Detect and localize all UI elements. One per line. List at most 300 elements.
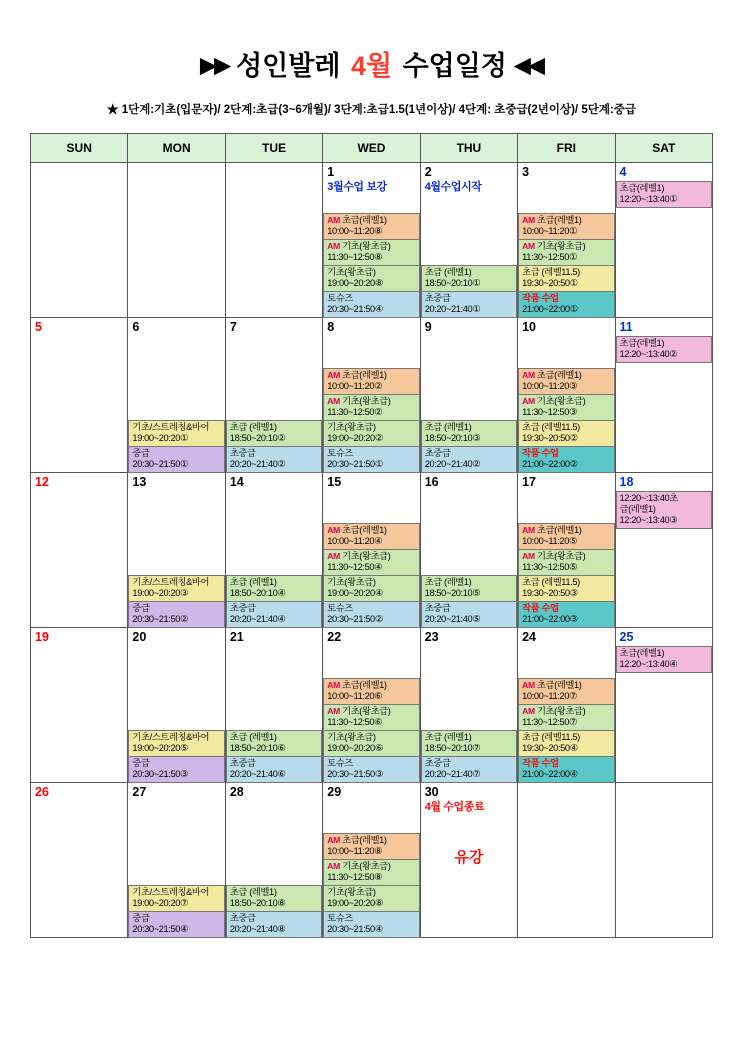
class-time: 19:00~20:20⑦ (132, 898, 188, 909)
class-name: 초급 (레벨11.5) (522, 577, 580, 588)
class-time: 20:30~21:50① (327, 459, 383, 470)
class-slot[interactable] (128, 446, 224, 473)
class-slot[interactable] (226, 885, 322, 912)
class-time: 19:30~20:50① (522, 278, 578, 289)
class-slot[interactable] (323, 601, 419, 628)
day-number: 14 (229, 475, 244, 489)
class-name: 초급 (레벨11.5) (522, 732, 580, 743)
class-time: 11:30~12:50⑥ (327, 717, 383, 728)
class-time: 11:30~12:50① (522, 252, 577, 263)
class-slot[interactable] (421, 420, 517, 447)
class-slot-list (616, 336, 712, 362)
class-time: 20:20~21:40⑧ (229, 924, 286, 935)
class-slot[interactable] (128, 420, 224, 447)
calendar-day-cell[interactable] (518, 163, 615, 318)
class-time: 20:20~21:40④ (229, 614, 286, 625)
class-slot-list (128, 885, 224, 937)
class-slot[interactable] (323, 549, 419, 576)
class-slot[interactable] (323, 704, 419, 731)
class-slot[interactable] (128, 575, 224, 602)
class-name: 토슈즈 (327, 603, 354, 614)
class-time: 18:50~20:10⑧ (229, 898, 286, 909)
am-marker: AM (327, 215, 343, 226)
day-number (31, 163, 127, 181)
class-time: 20:30~21:50① (132, 459, 188, 470)
class-time: 19:30~20:50③ (522, 588, 578, 599)
calendar-day-cell[interactable] (420, 783, 517, 938)
class-name: 기초(왕초급) (327, 887, 376, 898)
calendar-day-cell[interactable] (128, 783, 225, 938)
class-name: 중급 (132, 758, 150, 769)
am-marker: AM (522, 396, 537, 407)
class-time: 11:30~12:50② (327, 407, 383, 418)
class-name: 기초(왕초급) (536, 396, 586, 407)
class-name: 기초(왕초급) (327, 267, 376, 278)
class-slot-list (616, 181, 712, 207)
calendar-day-cell[interactable] (420, 628, 517, 783)
class-name: 토슈즈 (327, 448, 354, 459)
weekday-header-wed: WED (323, 134, 420, 163)
class-time: 19:00~20:20⑧ (327, 898, 383, 909)
class-time: 18:50~20:10① (424, 278, 481, 289)
weekday-header-thu: THU (420, 134, 517, 163)
day-note: 4월 수업종료 (424, 801, 485, 813)
class-name: 토슈즈 (327, 913, 354, 924)
class-name: 초급 (레벨1) (424, 422, 472, 433)
am-marker: AM (327, 525, 343, 536)
class-slot[interactable] (226, 756, 322, 783)
class-name: 중급 (132, 603, 150, 614)
calendar-week-row (31, 473, 713, 628)
class-name: 초급 (레벨1) (424, 577, 472, 588)
class-slot[interactable] (226, 446, 322, 473)
class-time: 19:00~20:20① (132, 433, 188, 444)
calendar-day-cell[interactable] (518, 318, 615, 473)
class-slot[interactable] (421, 756, 517, 783)
calendar-day-cell[interactable] (128, 628, 225, 783)
class-slot[interactable] (616, 336, 712, 363)
am-marker: AM (327, 861, 343, 872)
class-name: 초급 (레벨1) (229, 577, 277, 588)
class-name: 기초(왕초급) (536, 706, 586, 717)
class-slot-list (421, 730, 517, 782)
day-number: 11 (619, 320, 633, 334)
class-slot[interactable] (323, 394, 419, 421)
calendar-day-cell[interactable] (225, 473, 322, 628)
page-title (30, 0, 713, 83)
day-number: 16 (424, 475, 439, 489)
class-name: 초급 (레벨1) (229, 887, 277, 898)
class-slot[interactable] (518, 394, 614, 421)
class-name: 기초(왕초급) (342, 551, 391, 562)
class-slot[interactable] (323, 575, 419, 602)
class-name: 작품 수업 (522, 603, 559, 614)
class-time: 19:00~20:20⑥ (327, 743, 383, 754)
class-slot[interactable] (323, 239, 419, 266)
day-number (128, 163, 224, 181)
class-name: 초급(레벨1) (536, 370, 582, 381)
class-time: 11:30~12:50⑤ (522, 562, 577, 573)
class-name: 초급(레벨1) (536, 680, 582, 691)
class-slot-list (226, 885, 322, 937)
calendar-day-cell[interactable] (128, 473, 225, 628)
class-slot[interactable] (323, 885, 419, 912)
class-time: 20:20~21:40② (424, 459, 481, 470)
class-name: 초급 (레벨11.5) (522, 422, 580, 433)
class-name: 초급(레벨1) (536, 525, 582, 536)
class-slot[interactable] (128, 601, 224, 628)
calendar-day-cell[interactable] (128, 163, 225, 318)
class-slot[interactable] (616, 646, 712, 673)
class-slot[interactable] (128, 911, 224, 938)
class-slot[interactable] (518, 265, 614, 292)
day-center-note: 유강 (454, 849, 484, 867)
class-name: 초급(레벨1) (536, 215, 582, 226)
class-name: 초급 (레벨1) (424, 732, 472, 743)
title-main-text: 성인발레 (236, 51, 341, 81)
calendar-day-cell[interactable] (420, 473, 517, 628)
class-time: 12:20~:13:40① (619, 193, 678, 204)
calendar-day-cell[interactable] (323, 628, 420, 783)
class-time: 10:00~11:20⑧ (327, 226, 383, 237)
class-slot[interactable] (518, 704, 614, 731)
class-time: 10:00~11:20⑧ (327, 846, 383, 857)
am-marker: AM (522, 551, 537, 562)
title-right-arrows: ◀◀ (514, 54, 543, 77)
class-name: 초중급 (424, 448, 451, 459)
class-slot-list (128, 730, 224, 782)
am-marker: AM (327, 370, 343, 381)
class-slot[interactable] (421, 601, 517, 628)
calendar-day-cell[interactable] (615, 783, 712, 938)
class-slot[interactable] (128, 730, 224, 757)
calendar-day-cell[interactable] (225, 628, 322, 783)
class-slot[interactable] (421, 575, 517, 602)
class-time: 10:00~11:20④ (327, 536, 383, 547)
class-time: 12:20~:13:40④ (619, 658, 678, 669)
am-marker: AM (327, 706, 343, 717)
class-time: 10:00~11:20⑤ (522, 536, 577, 547)
class-name: 초급(레벨1) (342, 835, 387, 846)
class-slot[interactable] (616, 491, 712, 529)
class-slot-list (323, 213, 419, 317)
weekday-header-mon: MON (128, 134, 225, 163)
calendar-week-row (31, 163, 713, 318)
calendar-day-cell[interactable] (615, 628, 712, 783)
day-number: 3 (522, 165, 530, 179)
class-time-extra: 12:20~:13:40③ (619, 514, 678, 525)
class-slot[interactable] (323, 859, 419, 886)
class-slot[interactable] (323, 678, 419, 705)
class-name: 작품 수업 (522, 293, 559, 304)
class-name: 초급(레벨1) (619, 648, 665, 658)
class-slot[interactable] (226, 730, 322, 757)
calendar-day-cell[interactable] (323, 473, 420, 628)
class-time: 20:30~21:50③ (132, 769, 188, 780)
class-name: 중급 (132, 913, 150, 924)
class-slot[interactable] (518, 730, 614, 757)
class-slot[interactable] (518, 678, 614, 705)
class-time: 12:20~:13:40② (619, 348, 678, 359)
calendar-day-cell[interactable] (31, 783, 128, 938)
class-name: 초중급 (229, 448, 256, 459)
class-time: 18:50~20:10② (229, 433, 286, 444)
day-number: 9 (424, 320, 432, 334)
calendar-day-cell[interactable] (225, 163, 322, 318)
calendar-day-cell[interactable] (518, 473, 615, 628)
day-number (226, 163, 322, 181)
class-slot-list (323, 833, 419, 937)
class-name: 기초/스트레칭&바어 (132, 422, 210, 433)
class-time: 20:30~21:50④ (327, 304, 383, 315)
class-time: 20:20~21:40① (424, 304, 481, 315)
day-number: 28 (229, 785, 244, 799)
class-name: 기초(왕초급) (342, 861, 391, 872)
class-time: 18:50~20:10⑥ (229, 743, 286, 754)
class-time: 급(레벨1) (619, 503, 656, 514)
class-slot[interactable] (518, 239, 614, 266)
class-name: 초급(레벨1) (619, 338, 665, 348)
class-slot[interactable] (323, 213, 419, 240)
class-name: 토슈즈 (327, 758, 354, 769)
calendar-day-cell[interactable] (615, 163, 712, 318)
calendar-week-row (31, 628, 713, 783)
class-time: 20:30~21:50④ (132, 924, 188, 935)
class-slot-list (518, 678, 614, 782)
class-slot[interactable] (323, 756, 419, 783)
class-slot[interactable] (518, 446, 614, 473)
class-slot-list (421, 575, 517, 627)
weekday-header-sun: SUN (31, 134, 128, 163)
class-time: 19:00~20:20③ (132, 588, 188, 599)
class-name: 초급(레벨1) (342, 525, 387, 536)
day-number: 18 (619, 475, 634, 489)
class-time: 19:00~20:20② (327, 433, 383, 444)
class-time: 20:20~21:40② (229, 459, 286, 470)
class-name: 기초(왕초급) (342, 241, 391, 252)
class-slot[interactable] (421, 265, 517, 292)
class-slot[interactable] (226, 601, 322, 628)
class-name: 중급 (132, 448, 150, 459)
calendar-day-cell[interactable] (225, 783, 322, 938)
day-number: 1 (327, 165, 335, 179)
day-number: 21 (229, 630, 244, 644)
class-slot[interactable] (323, 730, 419, 757)
class-name: 초급(레벨1) (342, 680, 387, 691)
class-name: 초중급 (229, 603, 256, 614)
calendar-day-cell[interactable] (615, 318, 712, 473)
class-slot[interactable] (226, 420, 322, 447)
day-number: 22 (327, 630, 342, 644)
class-name: 기초(왕초급) (536, 241, 586, 252)
class-slot-list (323, 368, 419, 472)
calendar-day-cell[interactable] (128, 318, 225, 473)
title-month: 4월 (350, 51, 393, 81)
day-number: 20 (132, 630, 147, 644)
class-time: 11:30~12:50④ (327, 562, 383, 573)
am-marker: AM (522, 241, 537, 252)
calendar-day-cell[interactable] (518, 628, 615, 783)
class-slot[interactable] (323, 420, 419, 447)
am-marker: AM (522, 215, 537, 226)
calendar-day-cell[interactable] (323, 318, 420, 473)
class-slot[interactable] (226, 575, 322, 602)
class-time: 20:20~21:40⑤ (424, 614, 481, 625)
class-slot[interactable] (421, 730, 517, 757)
class-time: 19:00~20:20⑤ (132, 743, 188, 754)
class-time: 10:00~11:20③ (522, 381, 577, 392)
day-number: 23 (424, 630, 439, 644)
day-number: 19 (35, 630, 49, 644)
day-number: 26 (35, 785, 49, 799)
class-slot-list (128, 575, 224, 627)
day-number: 13 (132, 475, 147, 489)
class-time: 20:20~21:40⑦ (424, 769, 481, 780)
class-slot[interactable] (323, 291, 419, 318)
class-slot[interactable] (128, 885, 224, 912)
class-time: 10:00~11:20⑥ (327, 691, 383, 702)
class-slot[interactable] (518, 291, 614, 318)
class-time: 21:00~22:00③ (522, 614, 578, 625)
weekday-header-row (31, 134, 713, 163)
class-time: 19:30~20:50④ (522, 743, 578, 754)
class-slot[interactable] (323, 833, 419, 860)
class-slot[interactable] (518, 213, 614, 240)
weekday-header-sat: SAT (615, 134, 712, 163)
class-slot[interactable] (421, 291, 517, 318)
calendar-day-cell[interactable] (323, 783, 420, 938)
day-number: 7 (229, 320, 237, 334)
calendar-table (30, 133, 713, 938)
class-name: 초급 (레벨1) (424, 267, 472, 278)
class-time: 10:00~11:20① (522, 226, 577, 237)
class-name: 기초(왕초급) (327, 732, 376, 743)
calendar-week-row (31, 783, 713, 938)
class-name: 기초(왕초급) (327, 422, 376, 433)
calendar-day-cell[interactable] (518, 783, 615, 938)
class-name: 초중급 (229, 758, 256, 769)
class-slot[interactable] (518, 756, 614, 783)
legend-text: ★ 1단계:기초(입문자)/ 2단계:초급(3~6개월)/ 3단계:초급1.5(1년이상)/ 4단계: 초중급(2년이상)/ 5단계:중급 (107, 104, 636, 116)
calendar-body (31, 163, 713, 938)
am-marker: AM (522, 706, 537, 717)
class-name: 기초(왕초급) (342, 706, 391, 717)
class-slot[interactable] (616, 181, 712, 208)
class-slot[interactable] (518, 368, 614, 395)
class-name: 토슈즈 (327, 293, 354, 304)
class-time: 11:30~12:50⑧ (327, 872, 383, 883)
class-time: 21:00~22:00① (522, 304, 578, 315)
day-number (518, 783, 614, 801)
calendar-day-cell[interactable] (31, 163, 128, 318)
class-slot[interactable] (518, 549, 614, 576)
class-slot[interactable] (226, 911, 322, 938)
day-number: 29 (327, 785, 342, 799)
calendar-day-cell[interactable] (31, 318, 128, 473)
class-slot-list (226, 420, 322, 472)
class-name: 초급 (레벨1) (229, 732, 277, 743)
class-time: 21:00~22:00④ (522, 769, 578, 780)
day-number: 30 (424, 785, 439, 799)
class-slot[interactable] (518, 575, 614, 602)
am-marker: AM (327, 835, 343, 846)
day-number: 27 (132, 785, 147, 799)
class-name: 초급(레벨1) (619, 183, 665, 193)
class-name: 기초/스트레칭&바어 (132, 887, 210, 898)
class-time: 20:30~21:50② (327, 614, 383, 625)
class-slot[interactable] (518, 523, 614, 550)
class-time: 20:30~21:50② (132, 614, 188, 625)
class-name: 초중급 (424, 603, 451, 614)
class-time: 21:00~22:00② (522, 459, 578, 470)
class-slot[interactable] (323, 446, 419, 473)
calendar-day-cell[interactable] (615, 473, 712, 628)
day-number: 8 (327, 320, 335, 334)
class-slot-list (323, 678, 419, 782)
class-time: 11:30~12:50③ (522, 407, 577, 418)
class-slot[interactable] (323, 911, 419, 938)
class-slot[interactable] (323, 265, 419, 292)
calendar-day-cell[interactable] (31, 628, 128, 783)
class-name: 기초/스트레칭&바어 (132, 732, 210, 743)
day-number: 25 (619, 630, 634, 644)
calendar-day-cell[interactable] (225, 318, 322, 473)
day-number (616, 783, 712, 801)
day-number: 6 (132, 320, 140, 334)
class-name: 기초(왕초급) (342, 396, 391, 407)
class-slot-list (128, 420, 224, 472)
am-marker: AM (327, 241, 343, 252)
class-name: 초중급 (424, 758, 451, 769)
day-number: 2 (424, 165, 432, 179)
calendar-day-cell[interactable] (323, 163, 420, 318)
class-name: 작품 수업 (522, 758, 559, 769)
class-time: 20:30~21:50④ (327, 924, 383, 935)
class-time: 19:00~20:20⑧ (327, 278, 383, 289)
class-slot[interactable] (323, 523, 419, 550)
day-number: 5 (35, 320, 42, 334)
class-name: 초중급 (424, 293, 451, 304)
class-name: 초급(레벨1) (342, 215, 387, 226)
class-time: 19:00~20:20④ (327, 588, 383, 599)
am-marker: AM (327, 551, 343, 562)
class-time: 11:30~12:50⑦ (522, 717, 577, 728)
am-marker: AM (327, 396, 343, 407)
class-time: 10:00~11:20② (327, 381, 383, 392)
class-name: 기초(왕초급) (536, 551, 586, 562)
class-time: 19:30~20:50② (522, 433, 578, 444)
class-slot-list (421, 265, 517, 317)
class-slot-list (421, 420, 517, 472)
calendar-day-cell[interactable] (420, 163, 517, 318)
class-slot-list (226, 575, 322, 627)
class-time: 18:50~20:10⑦ (424, 743, 481, 754)
class-slot-list (616, 491, 712, 528)
class-slot[interactable] (323, 368, 419, 395)
class-slot-list (616, 646, 712, 672)
calendar-day-cell[interactable] (420, 318, 517, 473)
day-number: 10 (522, 320, 537, 334)
day-number: 15 (327, 475, 342, 489)
day-number: 12 (35, 475, 49, 489)
calendar-day-cell[interactable] (31, 473, 128, 628)
class-slot[interactable] (421, 446, 517, 473)
class-slot[interactable] (518, 601, 614, 628)
title-suffix: 수업일정 (402, 51, 507, 81)
day-number: 17 (522, 475, 537, 489)
class-slot[interactable] (128, 756, 224, 783)
class-slot[interactable] (518, 420, 614, 447)
